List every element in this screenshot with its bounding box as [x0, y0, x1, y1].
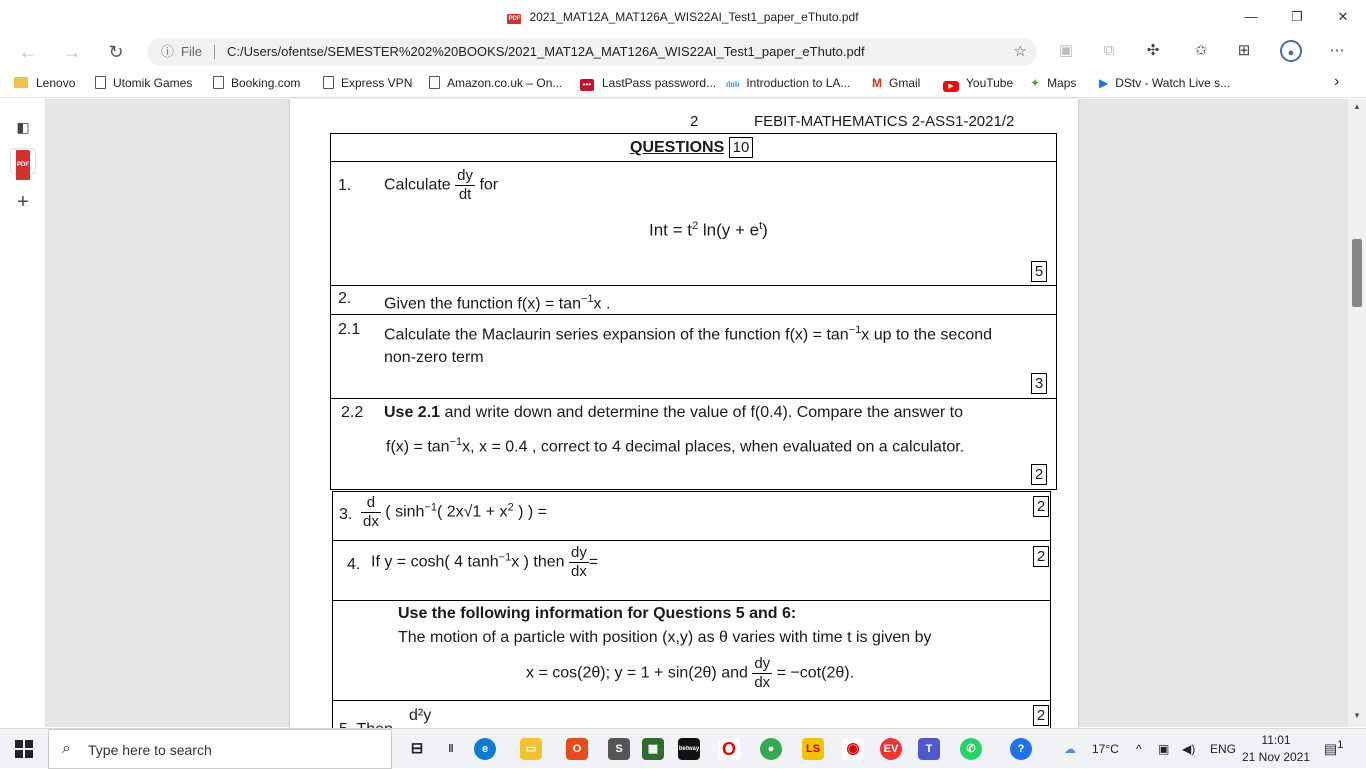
marks-box: 2: [1033, 496, 1049, 517]
question-text: Calculate $\frac{dy}{dt}$ for: [384, 167, 499, 203]
edge-icon[interactable]: e: [474, 738, 496, 760]
question-text: If y = cosh( 4 $\tanh^{-1}x$ ) then $\frac{dy}{dx}$ =: [371, 544, 599, 580]
temperature[interactable]: 17°C: [1092, 742, 1119, 756]
new-tab-icon[interactable]: +: [17, 191, 29, 213]
questions-header-row: [330, 133, 1057, 162]
whatsapp-icon[interactable]: ✆: [960, 738, 982, 760]
title-bar: [0, 0, 1366, 34]
question-number: 1.: [338, 177, 352, 194]
equation: Int = $t^2$ $\ln(y + e^t)$: [649, 220, 768, 240]
bookmark-booking[interactable]: Booking.com: [213, 76, 300, 90]
more-menu-icon[interactable]: ⋯: [1329, 42, 1345, 59]
profile-icon[interactable]: ●: [1280, 40, 1302, 62]
window-title: PDF 2021_MAT12A_MAT126A_WIS22AI_Test1_paper_eThuto.pdf: [508, 10, 859, 24]
course-code: FEBIT-MATHEMATICS 2-ASS1-2021/2: [754, 113, 1015, 130]
info-icon[interactable]: ⓘ: [161, 44, 175, 59]
ev-icon[interactable]: EV: [880, 738, 902, 760]
favorites-icon[interactable]: ✩: [1194, 42, 1208, 59]
office-icon[interactable]: O: [566, 738, 588, 760]
scroll-up-icon[interactable]: ▲: [1353, 102, 1361, 111]
vertical-scrollbar[interactable]: [1348, 99, 1366, 727]
marks-box: 5: [1031, 261, 1047, 282]
read-aloud-icon[interactable]: ▣: [1058, 42, 1074, 59]
info-equations: x = cos(2θ); y = 1 + sin(2θ) and $\frac{dy}{dx}$ = −cot(2θ).: [526, 655, 855, 691]
collections-icon[interactable]: ⊞: [1237, 42, 1251, 59]
folder-icon: [14, 77, 28, 88]
bookmark-gmail[interactable]: M Gmail: [872, 76, 921, 90]
info-text: The motion of a particle with position (x,y) as θ varies with time t is given by: [398, 629, 932, 646]
divider: [214, 45, 215, 59]
weather-icon[interactable]: ☁: [1064, 742, 1076, 756]
question-text: Use 2.1 and write down and determine the value of f(0.4). Compare the answer to: [384, 404, 964, 421]
bookmark-amazon[interactable]: Amazon.co.uk – On...: [429, 76, 562, 90]
fraction-numerator: d²y: [409, 707, 432, 724]
scrollbar-thumb[interactable]: [1352, 239, 1362, 307]
bookmarks-bar: [0, 70, 1366, 98]
info-heading: Use the following information for Questions 5 and 6:: [398, 605, 797, 622]
media-icon[interactable]: ◉: [842, 738, 864, 760]
cisco-icon: ılıılı: [726, 80, 740, 89]
show-hidden-icons[interactable]: ^: [1136, 742, 1142, 756]
back-icon[interactable]: ←: [19, 42, 37, 62]
bookmark-youtube[interactable]: ▶ YouTube: [943, 76, 1013, 92]
ls-app-icon[interactable]: LS: [802, 738, 824, 760]
network-icon[interactable]: ▣: [1158, 742, 1170, 756]
page-icon: [213, 76, 224, 89]
section-title: QUESTIONS: [630, 139, 725, 156]
add-favorite-icon[interactable]: ☆: [1013, 43, 1027, 60]
help-icon[interactable]: ?: [1010, 738, 1032, 760]
taskbar: [0, 728, 1366, 768]
tab-pdf[interactable]: [10, 148, 36, 174]
volume-icon[interactable]: ◀): [1182, 742, 1196, 756]
question-4: [332, 540, 1051, 601]
more-bookmarks-icon[interactable]: ›: [1334, 73, 1340, 90]
separator-icon: ‖: [448, 743, 454, 755]
search-placeholder: Type here to search: [88, 742, 212, 758]
vertical-tabs-sidebar: [0, 99, 46, 727]
youtube-icon: ▶: [943, 81, 959, 92]
taskbar-search[interactable]: [48, 729, 392, 769]
question-text: Given the function $f(x) = \tan^{-1}x$ .: [384, 293, 611, 313]
s-app-icon[interactable]: S: [608, 738, 630, 760]
task-view-icon[interactable]: ⊟: [410, 740, 424, 757]
question-3: [332, 491, 1051, 541]
question-number: 3.: [339, 506, 353, 523]
url-text[interactable]: C:/Users/ofentse/SEMESTER%202%20BOOKS/2021_MAT12A_MAT126A_WIS22AI_Test1_paper_eThuto.pdf: [227, 44, 865, 59]
forward-icon[interactable]: →: [63, 42, 81, 62]
maps-icon: ✦: [1030, 76, 1041, 90]
bookmark-expressvpn[interactable]: Express VPN: [323, 76, 412, 90]
start-button[interactable]: [15, 740, 33, 758]
notification-icon[interactable]: ▤$^1$: [1324, 739, 1344, 757]
teams-icon[interactable]: T: [918, 738, 940, 760]
question-text-line2: $f(x) = \tan^{-1}x$, x = 0.4 , correct to 4 decimal places, when evaluated on a calculator.: [386, 436, 965, 456]
question-2: [330, 285, 1057, 315]
date: 21 Nov 2021: [1241, 750, 1311, 764]
pdf-icon: PDF: [16, 150, 30, 180]
dstv-icon: ▶: [1099, 76, 1109, 90]
question-2-1: [330, 314, 1057, 399]
gmail-icon: M: [872, 76, 882, 90]
info-block: [332, 600, 1051, 701]
fraction: $\frac{dy}{dx}$: [754, 655, 771, 691]
question-number: 2.1: [338, 321, 361, 338]
scheme-label: File: [181, 44, 202, 59]
search-icon: ⌕: [62, 740, 71, 757]
marks-box: 2: [1033, 705, 1049, 726]
bookmark-dstv[interactable]: ▶ DStv - Watch Live s...: [1099, 76, 1231, 90]
question-text-line2: non-zero term: [384, 349, 484, 366]
pdf-icon: PDF: [508, 16, 521, 22]
language-indicator[interactable]: ENG: [1210, 742, 1237, 756]
time: 11:01: [1261, 733, 1291, 747]
extensions-icon[interactable]: ✣: [1146, 42, 1160, 59]
lastpass-icon: •••: [580, 79, 594, 91]
question-number: 2.2: [341, 404, 364, 421]
bookmark-lastpass[interactable]: ••• LastPass password...: [580, 76, 716, 91]
marks-box: 2: [1031, 464, 1047, 485]
question-number: 4.: [347, 556, 361, 573]
marks-box: 2: [1033, 546, 1049, 567]
close-button[interactable]: ✕: [1337, 9, 1349, 24]
marks-box: 3: [1031, 373, 1047, 394]
split-screen-icon[interactable]: ⧉: [1103, 42, 1115, 59]
page-icon: [429, 76, 440, 89]
store-icon[interactable]: ▦: [642, 738, 664, 760]
pdf-viewer[interactable]: [46, 99, 1348, 727]
bookmark-maps[interactable]: ✦ Maps: [1030, 76, 1077, 90]
maximize-button[interactable]: ❐: [1291, 9, 1303, 24]
question-expression: $\frac{d}{dx}$ ( $\sinh^{-1}$( $2x√1 + x^2$ ) ) =: [363, 494, 548, 530]
page-icon: [323, 76, 334, 89]
question-1: [330, 161, 1057, 286]
bookmark-cisco[interactable]: ılıılı Introduction to LA...: [726, 76, 851, 90]
betway-icon[interactable]: betway: [678, 738, 700, 760]
chrome-icon[interactable]: ●: [760, 738, 782, 760]
question-number: 2.: [338, 290, 352, 307]
refresh-icon[interactable]: ↻: [108, 42, 124, 62]
clock[interactable]: [1238, 732, 1314, 766]
bookmark-utomik[interactable]: Utomik Games: [95, 76, 192, 90]
minimize-button[interactable]: —: [1244, 9, 1258, 24]
tab-actions-icon[interactable]: ◧: [16, 119, 30, 135]
page-icon: [95, 76, 106, 89]
fraction: $\frac{dy}{dx}$: [571, 544, 587, 580]
file-explorer-icon[interactable]: ▭: [520, 738, 542, 760]
bookmark-lenovo[interactable]: Lenovo: [14, 76, 75, 90]
section-marks: 10: [729, 137, 753, 158]
fraction: $\frac{dy}{dt}$: [457, 167, 473, 203]
fraction: $\frac{d}{dx}$: [363, 494, 379, 530]
notification-count: 1: [1337, 739, 1344, 751]
question-2-2: [330, 398, 1057, 490]
address-bar[interactable]: [147, 38, 1037, 66]
opera-icon[interactable]: O: [718, 738, 740, 760]
question-text: Calculate the Maclaurin series expansion of the function $f(x) = \tan^{-1}x$ up to the second: [384, 324, 993, 344]
pdf-page: [290, 99, 1078, 739]
page-number: 2: [690, 113, 699, 130]
scroll-down-icon[interactable]: ▼: [1353, 711, 1361, 720]
